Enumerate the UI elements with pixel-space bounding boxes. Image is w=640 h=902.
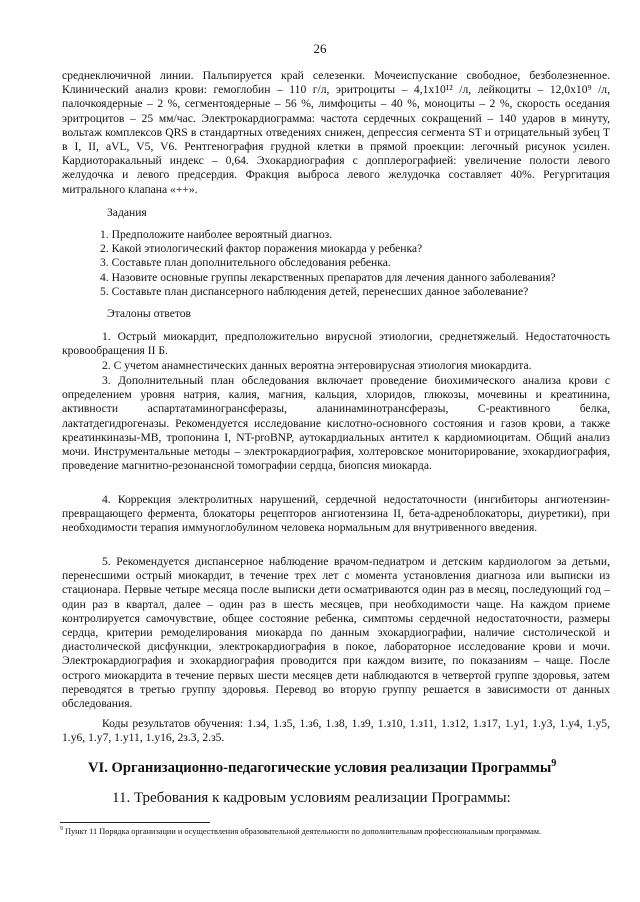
- case-description: среднеключичной линии. Пальпируется край селезенки. Мочеиспускание свободное, безболезненное. Клинический анализ крови: гемоглобин – 110 г/л, эритроциты – 4,1х10¹² /л, лейкоциты – 12,0х10⁹ /л, палочкоядерные – 2 %, сегментоядерные – 56 %, лимфоциты – 40 %, моноциты – 2 %, скорость оседания эритроцитов – 25 мм/час. Электрокардиограмма: частота сердечных сокращений – 140 ударов в минуту, вольтаж комплексов QRS в стандартных отведениях снижен, депрессия сегмента ST и отрицательный зубец Т в I, II, aVL, V5, V6. Рентгенография грудной клетки в прямой проекции: легочный рисунок усилен. Кардиоторакальный индекс – 0,64. Эхокардиография с допплерографией: увеличение полости левого желудочка и левого предсердия. Фракция выброса левого желудочка составляет 40%. Регургитация митрального клапана «++».: [62, 69, 610, 196]
- answer-2: 2. С учетом анамнестических данных вероятна энтеровирусная этиология миокардита.: [102, 359, 532, 372]
- answer-1: 1. Острый миокардит, предположительно вирусной этиологии, среднетяжелый. Недостаточность кровообращения II Б.: [62, 330, 610, 358]
- answer-5: 5. Рекомендуется диспансерное наблюдение врачом-педиатром и детским кардиологом за детьми, перенесшими острый миокардит, в течение трех лет с момента установления диагноза или выписки из стационара. Первые четыре месяца после выписки дети осматриваются один раз в месяц, последующий год – один раз в квартал, далее – один раз в шесть месяцев, при необходимости чаще. На каждом приеме контролируется самочувствие, общее состояние ребенка, симптомы сердечной недостаточности, размеры сердца, критерии ремоделирования миокарда по данным эхокардиографии, наличие систолической и диастолической дисфункции, электрокардиография в покое, лабораторное исследование крови и мочи. Электрокардиография и эхокардиография проводится при каждом визите, по показаниям – чаще. После острого миокардита в течение первых шести месяцев дети наблюдаются в четвертой группе здоровья, затем переводятся в третью группу здоровья. Перевод во вторую группу решается в зависимости от данных обследования.: [62, 555, 610, 711]
- footnote-text: Пункт 11 Порядка организации и осуществления образовательной деятельности по дополнительным профессиональным программам.: [64, 827, 542, 836]
- answer-4: 4. Коррекция электролитных нарушений, сердечной недостаточности (ингибиторы ангиотензин-превращающего фермента, блокаторы рецепторов ангиотензина II, бета-адреноблокаторы, диуретики), при необходимости терапия иммуноглобулином человека нормальным для внутривенного введения.: [62, 493, 610, 535]
- answers-label: Эталоны ответов: [107, 307, 192, 320]
- page-number: 26: [313, 41, 327, 56]
- task-item: 5. Составьте план диспансерного наблюдения детей, перенесших данное заболевание?: [100, 284, 529, 298]
- learning-outcome-codes: Коды результатов обучения: 1.з4, 1.з5, 1.з6, 1.з8, 1.з9, 1.з10, 1.з11, 1.з12, 1.з17, 1.у1, 1.у3, 1.у4, 1.у5, 1.у6, 1.у7, 1.у11, 1.у16, 2з.3, 2.з5.: [62, 717, 610, 745]
- section-heading: VI. Организационно-педагогические условия реализации Программы$^9$: [88, 758, 557, 776]
- subsection-heading: 11. Требования к кадровым условиям реализации Программы:: [112, 790, 511, 806]
- task-item: 4. Назовите основные группы лекарственных препаратов для лечения данного заболевания?: [100, 270, 556, 284]
- answer-3: 3. Дополнительный план обследования включает проведение биохимического анализа крови с определением уровня натрия, калия, магния, кальция, хлоридов, глюкозы, мочевины и креатинина, активности аспартатаминогрансферазы, аланинаминотрансферазы, С-реактивного белка, лактатдегидрогеназы. Рекомендуется исследование кислотно-основного состояния и газов крови, а также креатинкиназы-МВ, тропонина I, NT-proBNP, аутокардиальных антител к кардиомиоцитам. Общий анализ мочи. Инструментальные методы – электрокардиография, холтеровское мониторирование, эхокардиография, проведение магнитно-резонансной томографии сердца, биопсия миокарда.: [62, 374, 610, 473]
- footnote-reference: 9: [551, 758, 557, 770]
- task-item: 1. Предположите наиболее вероятный диагноз.: [100, 228, 333, 241]
- tasks-list: [100, 228, 610, 299]
- tasks-label: Задания: [107, 206, 147, 219]
- footnote: [60, 826, 610, 837]
- footnote-divider: [60, 822, 210, 823]
- task-item: 3. Составьте план дополнительного обследования ребенка.: [100, 256, 391, 270]
- footnote-mark: 9: [60, 826, 63, 833]
- task-item: 2. Какой этиологический фактор поражения миокарда у ребенка?: [100, 242, 423, 256]
